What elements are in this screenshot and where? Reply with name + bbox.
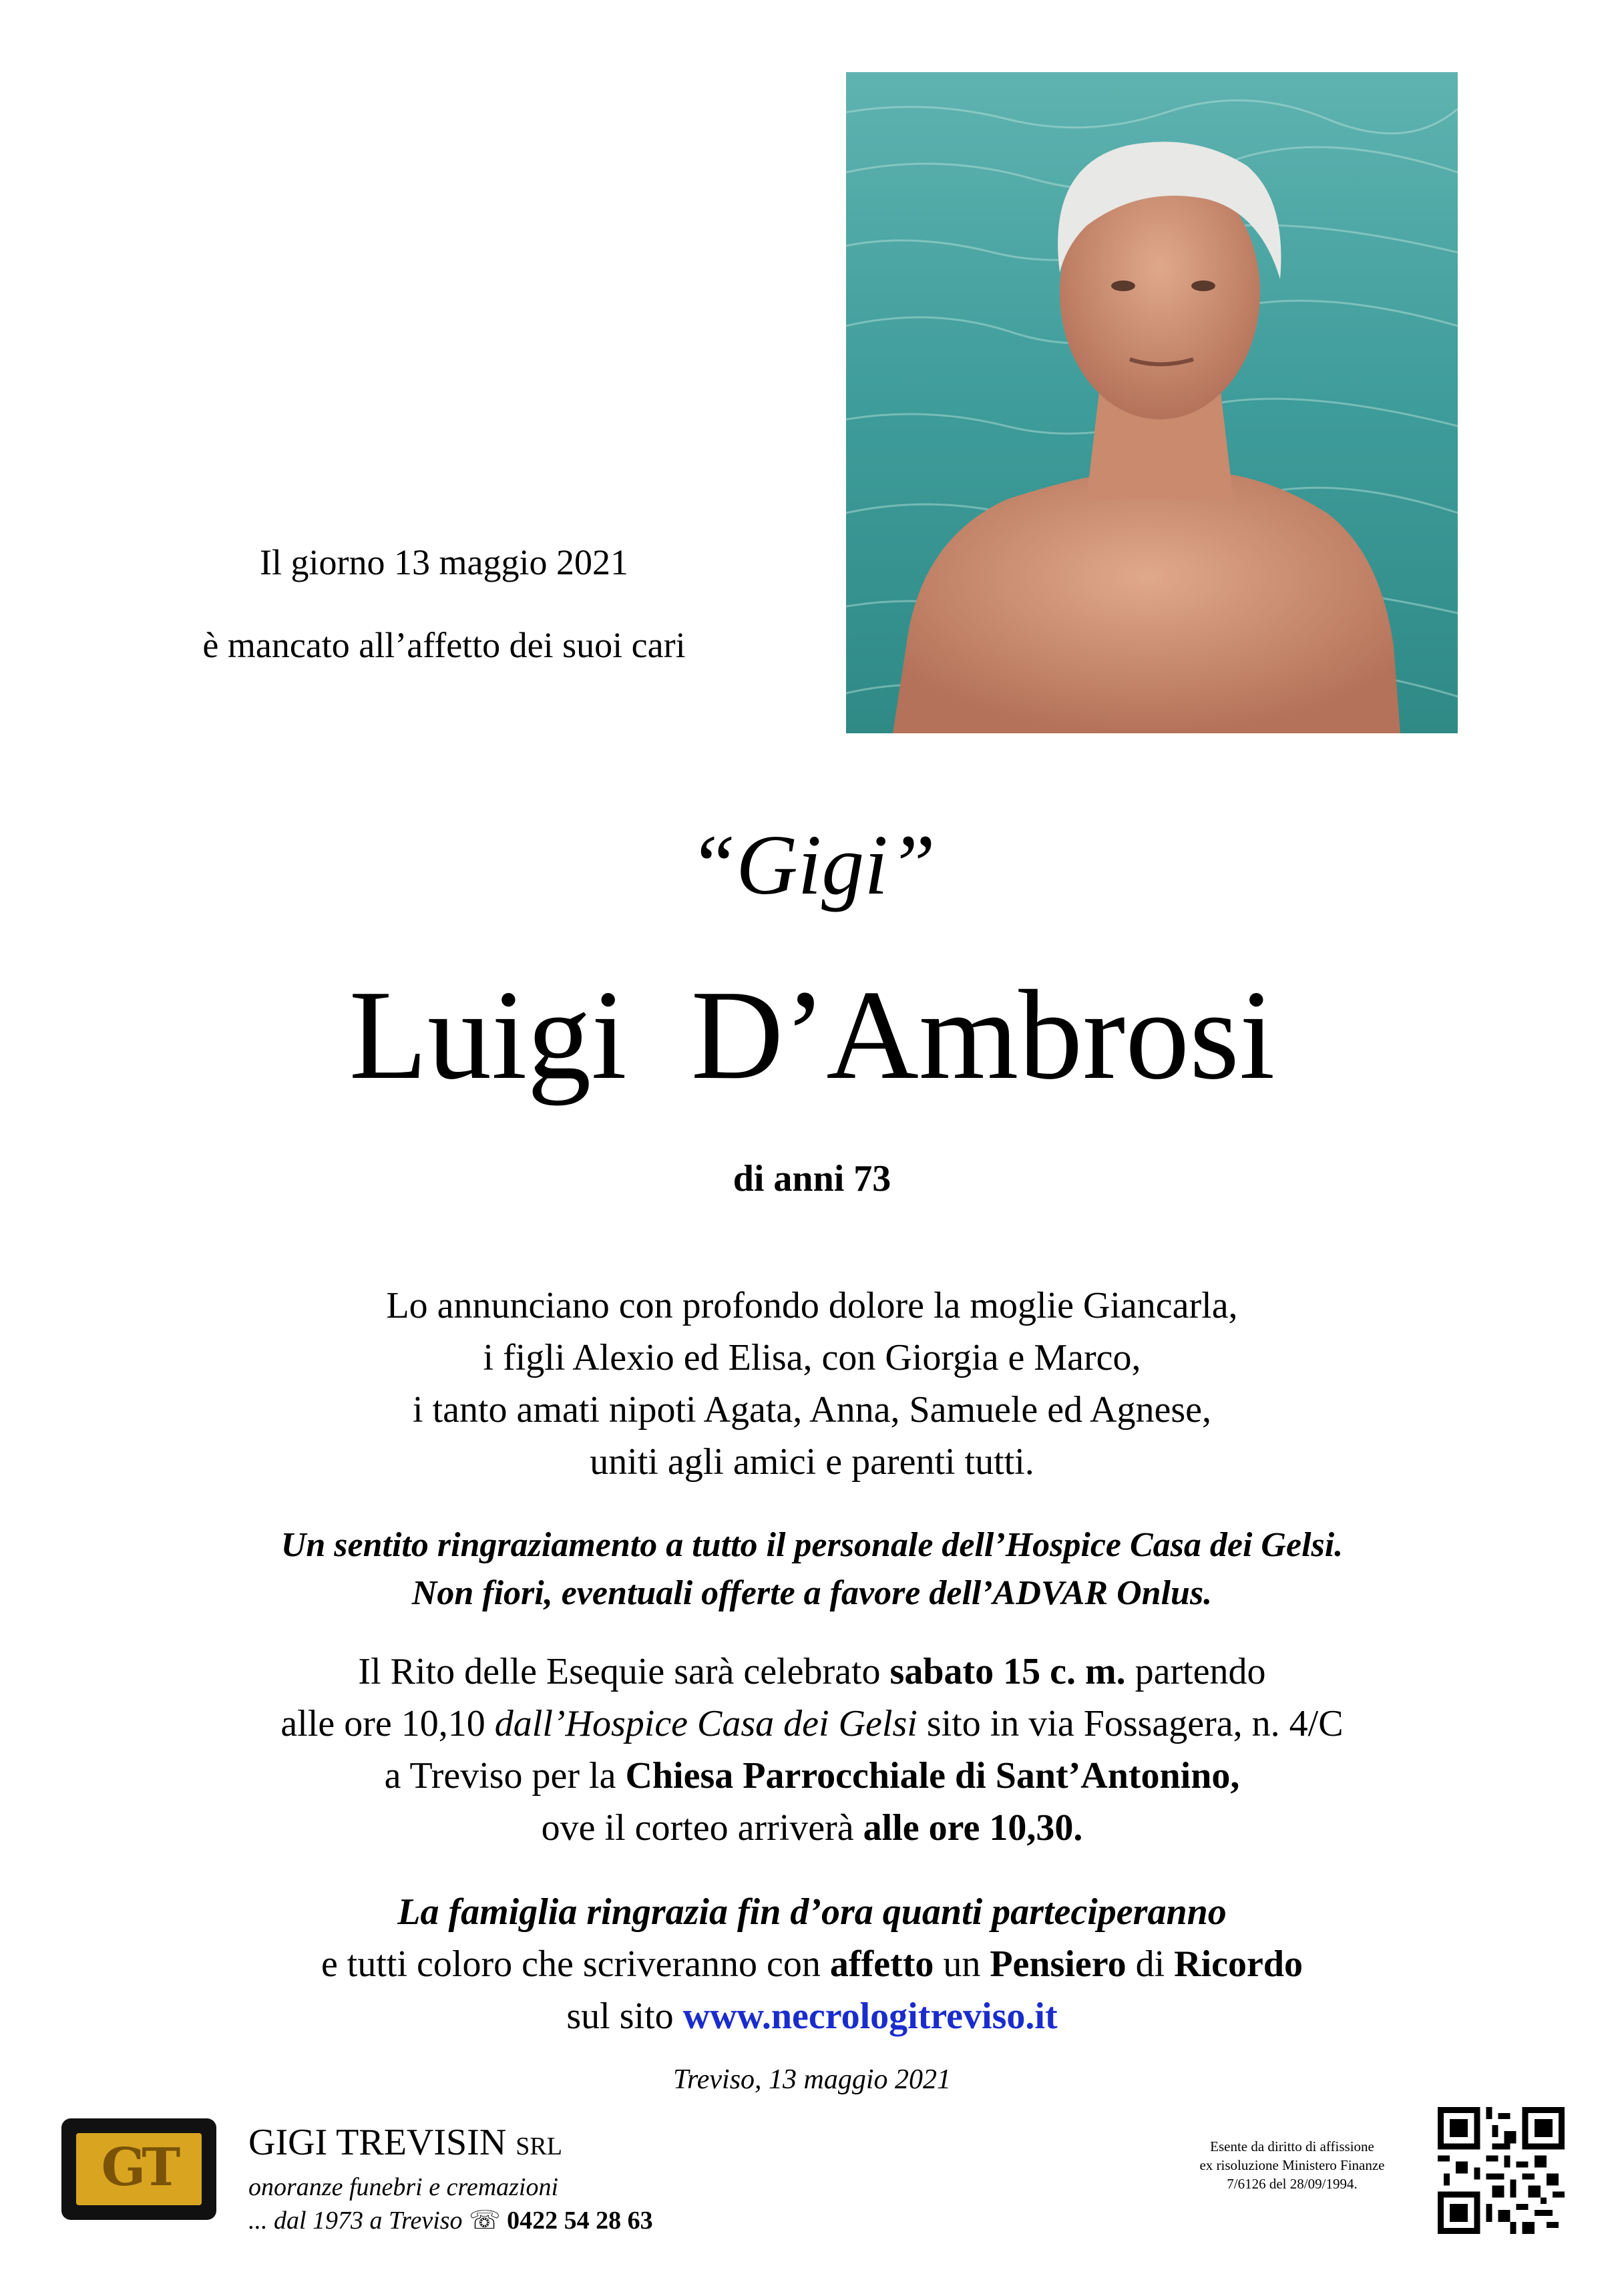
closing-paragraph: [0, 1886, 1624, 2042]
announcement-line: uniti agli amici e parenti tutti.: [590, 1441, 1034, 1483]
nickname: “Gigi”: [688, 817, 936, 912]
dateline: Treviso, 13 maggio 2021: [672, 2064, 952, 2095]
intro-text: [100, 521, 788, 687]
intro-line-date: Il giorno 13 maggio 2021: [260, 542, 628, 582]
rite-line: a Treviso per la Chiesa Parrocchiale di Sant’Antonino,: [384, 1755, 1240, 1796]
company-name: GIGI TREVISIN SRL: [248, 2122, 562, 2163]
announcement-paragraph: [0, 1280, 1624, 1488]
portrait-photo-icon: [846, 72, 1458, 733]
announcement-line: i figli Alexio ed Elisa, con Giorgia e Marco,: [483, 1337, 1141, 1378]
deceased-name: Luigi D’Ambrosi: [349, 964, 1275, 1106]
exemption-note: Esente da diritto di affissione ex risoluzione Ministero Finanze 7/6126 del 28/09/1994.: [1199, 2138, 1385, 2192]
intro-line-passing: è mancato all’affetto dei suoi cari: [202, 625, 686, 665]
company-phone[interactable]: 0422 54 28 63: [507, 2207, 653, 2235]
company-logo: [61, 2118, 216, 2220]
thanks-line: Non fiori, eventuali offerte a favore dell’ADVAR Onlus.: [411, 1574, 1213, 1612]
company-logo-monogram: GT: [101, 2137, 177, 2198]
rite-line: Il Rito delle Esequie sarà celebrato sabato 15 c. m. partendo: [358, 1651, 1266, 1692]
qr-code-icon[interactable]: [1438, 2107, 1565, 2234]
phone-icon: ☏: [469, 2207, 501, 2235]
company-tagline: onoranze funebri e cremazioni: [248, 2173, 559, 2201]
website-link[interactable]: www.necrologitreviso.it: [682, 1996, 1058, 2037]
funeral-rite-paragraph: [0, 1646, 1624, 1854]
thanks-line: Un sentito ringraziamento a tutto il personale dell’Hospice Casa dei Gelsi.: [280, 1526, 1344, 1564]
deceased-age: di anni 73: [733, 1158, 891, 1199]
closing-line: e tutti coloro che scriveranno con affetto un Pensiero di Ricordo: [321, 1943, 1303, 1985]
rite-line: ove il corteo arriverà alle ore 10,30.: [541, 1807, 1083, 1849]
company-logo-plate: [76, 2133, 202, 2205]
portrait-photo: [846, 72, 1458, 733]
company-contact: ... dal 1973 a Treviso ☏ 0422 54 28 63: [248, 2207, 653, 2235]
closing-line: sul sito www.necrologitreviso.it: [566, 1996, 1058, 2037]
thanks-paragraph: [0, 1521, 1624, 1618]
announcement-line: i tanto amati nipoti Agata, Anna, Samuele ed Agnese,: [413, 1389, 1211, 1431]
closing-line: La famiglia ringrazia fin d’ora quanti parteciperanno: [397, 1891, 1227, 1933]
rite-line: alle ore 10,10 dall’Hospice Casa dei Gelsi sito in via Fossagera, n. 4/C: [280, 1703, 1344, 1744]
announcement-line: Lo annunciano con profondo dolore la moglie Giancarla,: [386, 1285, 1238, 1326]
